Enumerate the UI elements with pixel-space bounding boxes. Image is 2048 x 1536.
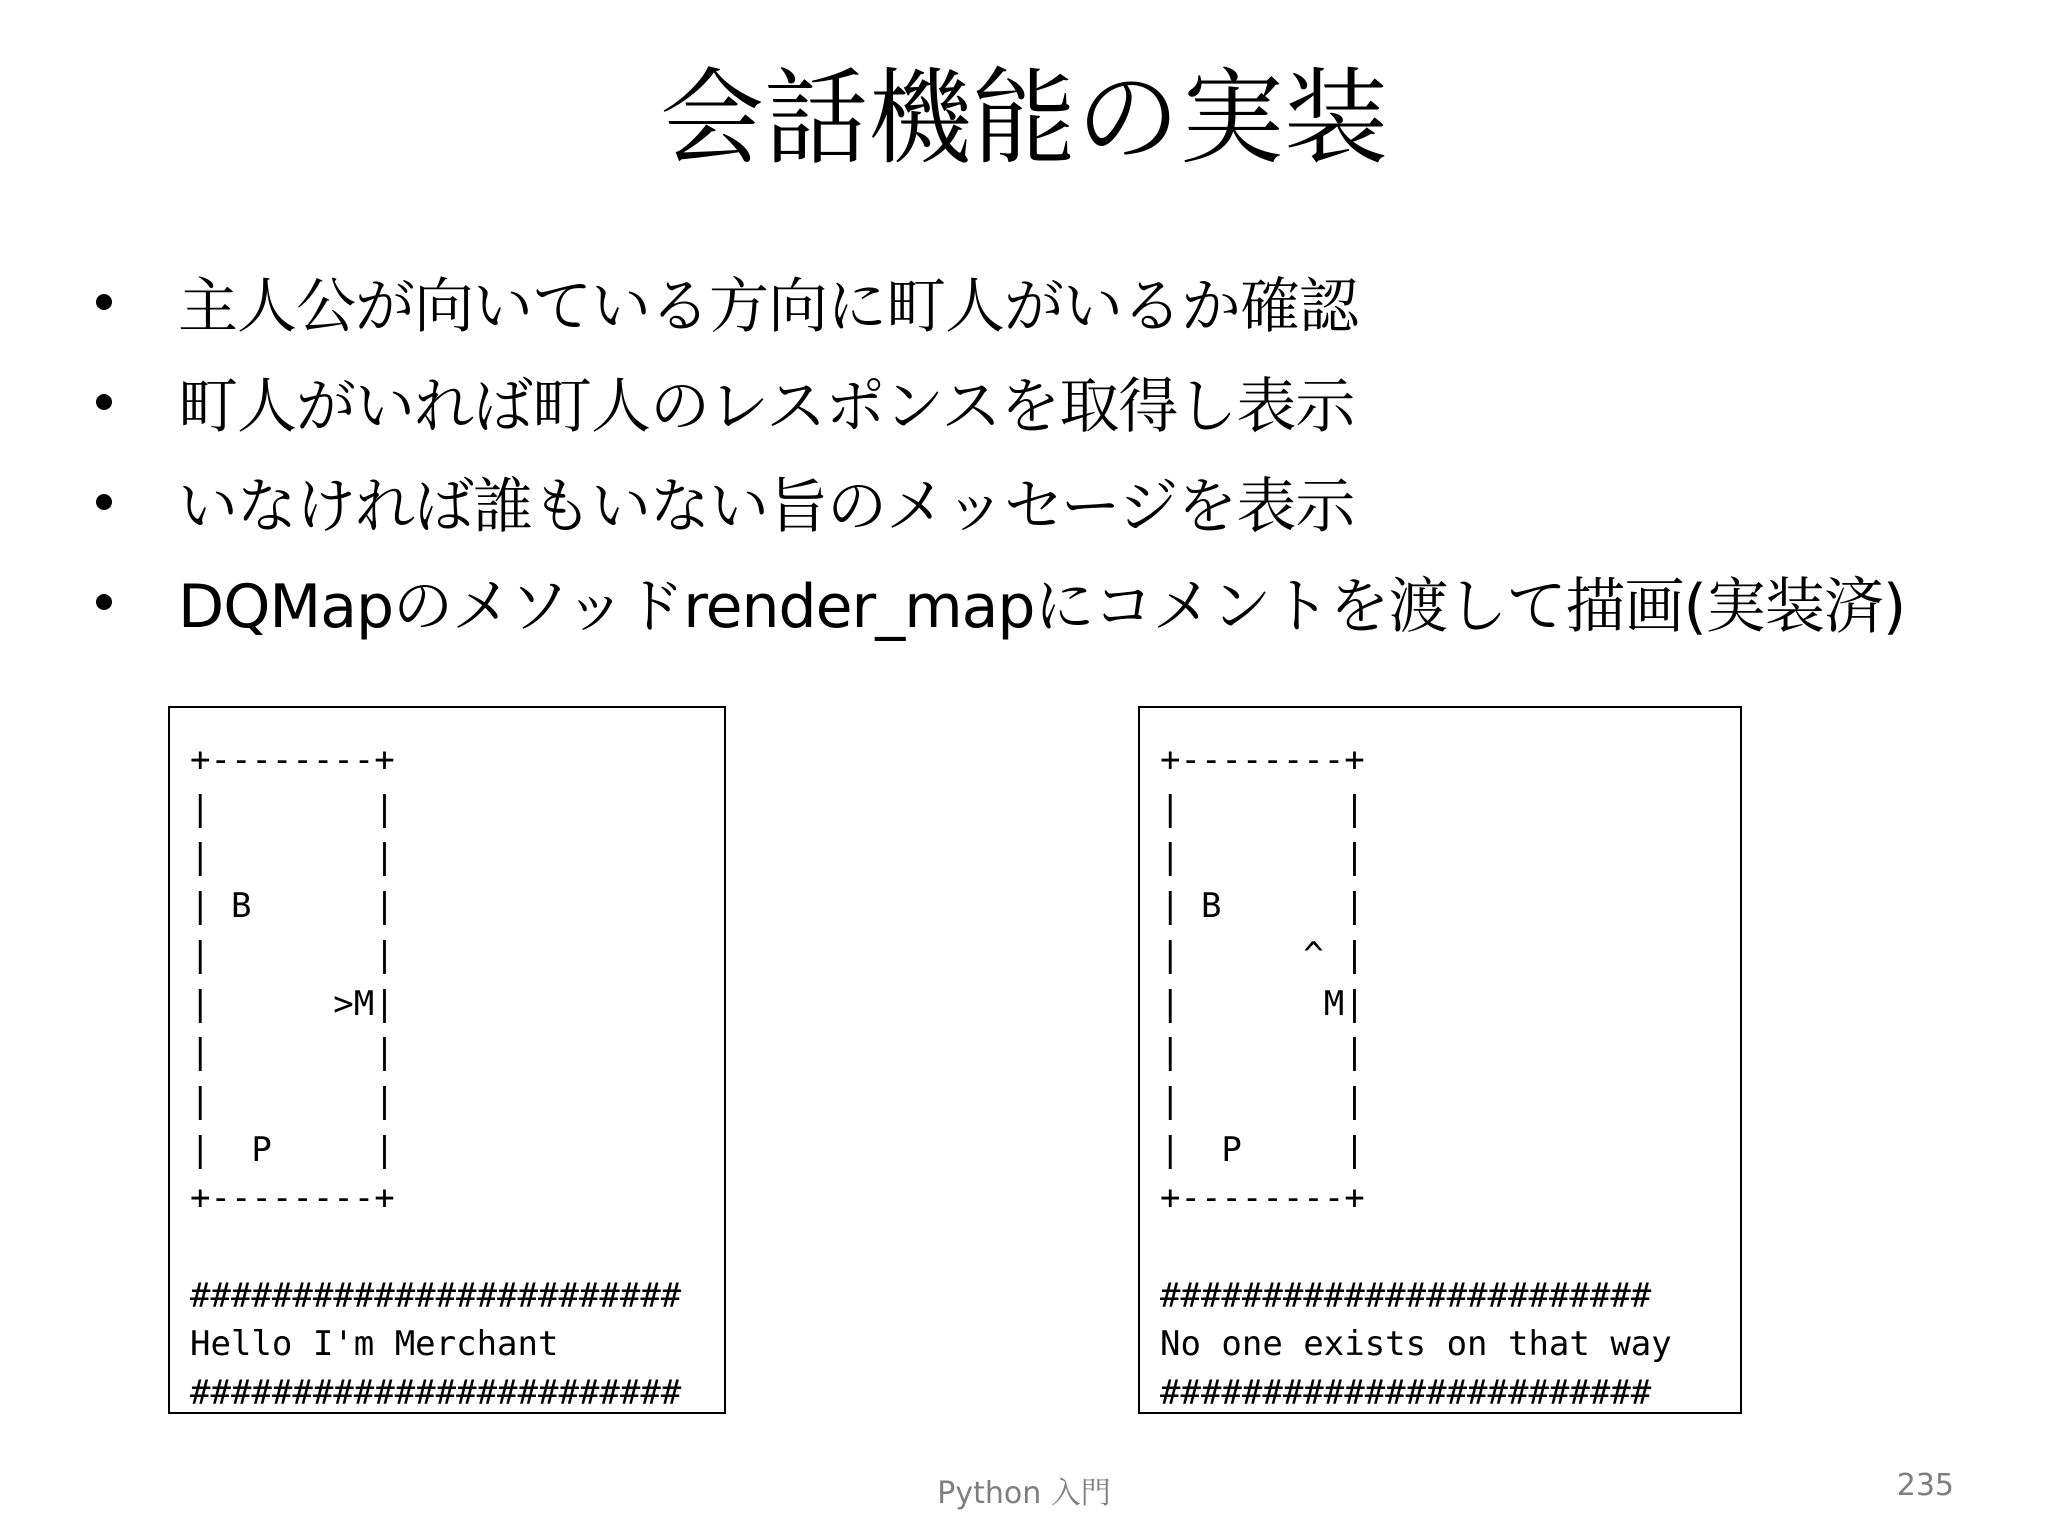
- bullet-text: いなければ誰もいない旨のメッセージを表示: [178, 472, 1355, 542]
- bullet-text: 町人がいれば町人のレスポンスを取得し表示: [178, 372, 1355, 442]
- slide-footer: Python 入門: [937, 1476, 1111, 1511]
- bullet-icon: [96, 394, 112, 410]
- page-number: 235: [1896, 1468, 1954, 1503]
- example-output-merchant: [168, 706, 726, 1414]
- bullet-icon: [96, 294, 112, 310]
- bullet-item: [88, 452, 1905, 552]
- bullet-list: [88, 252, 1905, 652]
- bullet-item: [88, 352, 1905, 452]
- bullet-item: [88, 252, 1905, 352]
- bullet-text: 主人公が向いている方向に町人がいるか確認: [178, 272, 1358, 342]
- bullet-item: [88, 552, 1905, 652]
- console-output: +--------+ | | | | | B | | ^ | | M| | | | | | P | +--------+ ######################## No one exists on that way ########################: [1160, 740, 1672, 1414]
- bullet-text: DQMapのメソッドrender_mapにコメントを渡して描画(実装済): [178, 572, 1906, 642]
- example-output-no-one: [1138, 706, 1742, 1414]
- bullet-icon: [96, 594, 112, 610]
- console-output: +--------+ | | | | | B | | | | >M| | | | | | P | +--------+ ######################## Hello I'm Merchant ########################: [190, 740, 682, 1414]
- bullet-icon: [96, 494, 112, 510]
- slide-title: 会話機能の実装: [659, 57, 1388, 179]
